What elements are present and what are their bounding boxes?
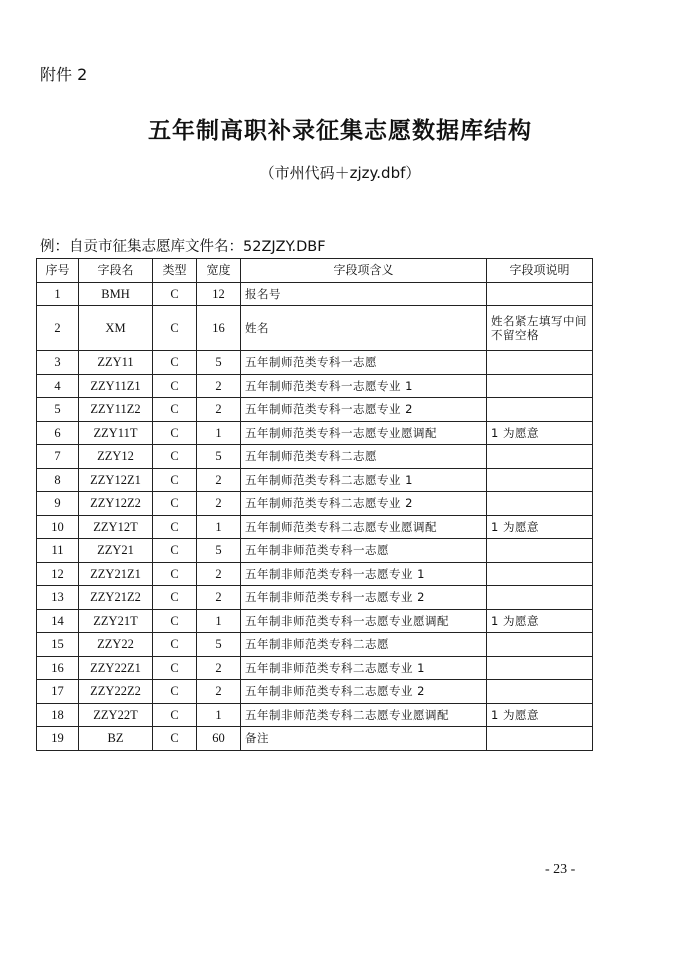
row-number-cell: 4	[37, 374, 79, 398]
meaning-cell: 五年制师范类专科二志愿专业愿调配	[241, 515, 487, 539]
row-number-cell: 16	[37, 656, 79, 680]
field-name-cell: ZZY11T	[79, 421, 153, 445]
meaning-cell: 五年制师范类专科二志愿专业 1	[241, 468, 487, 492]
width-cell: 2	[197, 398, 241, 422]
type-cell: C	[153, 374, 197, 398]
table-row	[37, 421, 593, 445]
meaning-cell: 五年制非师范类专科二志愿	[241, 633, 487, 657]
header-cell-width: 宽度	[197, 259, 241, 283]
row-number-cell: 5	[37, 398, 79, 422]
table-body	[37, 282, 593, 750]
field-name-cell: ZZY11Z2	[79, 398, 153, 422]
field-structure-table	[36, 258, 593, 751]
table-row	[37, 727, 593, 751]
description-cell: 1 为愿意	[487, 703, 593, 727]
meaning-cell: 五年制非师范类专科二志愿专业愿调配	[241, 703, 487, 727]
meaning-cell: 五年制非师范类专科二志愿专业 2	[241, 680, 487, 704]
document-subtitle: （市州代码＋zjzy.dbf）	[259, 164, 421, 182]
row-number-cell: 19	[37, 727, 79, 751]
description-cell	[487, 374, 593, 398]
field-name-cell: ZZY12Z1	[79, 468, 153, 492]
field-name-cell: ZZY11	[79, 351, 153, 375]
description-cell: 姓名紧左填写中间不留空格	[487, 306, 593, 351]
description-cell	[487, 586, 593, 610]
row-number-cell: 7	[37, 445, 79, 469]
header-cell-type: 类型	[153, 259, 197, 283]
meaning-cell: 五年制非师范类专科一志愿专业愿调配	[241, 609, 487, 633]
field-name-cell: BZ	[79, 727, 153, 751]
header-cell-description: 字段项说明	[487, 259, 593, 283]
row-number-cell: 2	[37, 306, 79, 351]
width-cell: 1	[197, 515, 241, 539]
table-row	[37, 656, 593, 680]
row-number-cell: 14	[37, 609, 79, 633]
meaning-cell: 五年制师范类专科一志愿	[241, 351, 487, 375]
width-cell: 2	[197, 374, 241, 398]
row-number-cell: 3	[37, 351, 79, 375]
width-cell: 2	[197, 468, 241, 492]
type-cell: C	[153, 539, 197, 563]
table-row	[37, 282, 593, 306]
table-row	[37, 468, 593, 492]
type-cell: C	[153, 421, 197, 445]
description-cell	[487, 282, 593, 306]
width-cell: 5	[197, 633, 241, 657]
meaning-cell: 五年制非师范类专科一志愿专业 1	[241, 562, 487, 586]
row-number-cell: 6	[37, 421, 79, 445]
field-name-cell: ZZY21Z1	[79, 562, 153, 586]
width-cell: 2	[197, 680, 241, 704]
field-name-cell: ZZY22Z2	[79, 680, 153, 704]
type-cell: C	[153, 609, 197, 633]
field-name-cell: ZZY12Z2	[79, 492, 153, 516]
description-cell	[487, 445, 593, 469]
field-name-cell: XM	[79, 306, 153, 351]
row-number-cell: 9	[37, 492, 79, 516]
type-cell: C	[153, 727, 197, 751]
row-number-cell: 8	[37, 468, 79, 492]
width-cell: 5	[197, 351, 241, 375]
width-cell: 2	[197, 656, 241, 680]
description-cell	[487, 656, 593, 680]
table-row	[37, 374, 593, 398]
field-name-cell: ZZY22	[79, 633, 153, 657]
type-cell: C	[153, 515, 197, 539]
table-row	[37, 306, 593, 351]
header-cell-meaning: 字段项含义	[241, 259, 487, 283]
attachment-label: 附件 2	[40, 65, 88, 84]
description-cell	[487, 680, 593, 704]
table-row	[37, 703, 593, 727]
field-name-cell: ZZY21	[79, 539, 153, 563]
meaning-cell: 五年制师范类专科二志愿专业 2	[241, 492, 487, 516]
row-number-cell: 15	[37, 633, 79, 657]
table-row	[37, 609, 593, 633]
description-cell: 1 为愿意	[487, 609, 593, 633]
field-name-cell: ZZY22Z1	[79, 656, 153, 680]
row-number-cell: 11	[37, 539, 79, 563]
table-header-row	[37, 259, 593, 283]
meaning-cell: 姓名	[241, 306, 487, 351]
description-cell: 1 为愿意	[487, 421, 593, 445]
meaning-cell: 五年制师范类专科一志愿专业 1	[241, 374, 487, 398]
type-cell: C	[153, 562, 197, 586]
field-name-cell: ZZY21Z2	[79, 586, 153, 610]
table-row	[37, 680, 593, 704]
document-title: 五年制高职补录征集志愿数据库结构	[148, 117, 532, 144]
field-name-cell: ZZY12	[79, 445, 153, 469]
table-row	[37, 351, 593, 375]
description-cell	[487, 539, 593, 563]
type-cell: C	[153, 351, 197, 375]
width-cell: 2	[197, 492, 241, 516]
field-name-cell: BMH	[79, 282, 153, 306]
table-row	[37, 586, 593, 610]
meaning-cell: 五年制非师范类专科二志愿专业 1	[241, 656, 487, 680]
table-row	[37, 492, 593, 516]
row-number-cell: 17	[37, 680, 79, 704]
table-row	[37, 445, 593, 469]
page-number: - 23 -	[545, 862, 576, 877]
meaning-cell: 备注	[241, 727, 487, 751]
table-row	[37, 398, 593, 422]
type-cell: C	[153, 282, 197, 306]
width-cell: 2	[197, 586, 241, 610]
table-row	[37, 633, 593, 657]
meaning-cell: 五年制非师范类专科一志愿	[241, 539, 487, 563]
meaning-cell: 五年制师范类专科一志愿专业 2	[241, 398, 487, 422]
width-cell: 1	[197, 609, 241, 633]
meaning-cell: 五年制师范类专科二志愿	[241, 445, 487, 469]
header-cell-field: 字段名	[79, 259, 153, 283]
width-cell: 16	[197, 306, 241, 351]
description-cell	[487, 492, 593, 516]
meaning-cell: 五年制师范类专科一志愿专业愿调配	[241, 421, 487, 445]
type-cell: C	[153, 586, 197, 610]
description-cell	[487, 468, 593, 492]
meaning-cell: 五年制非师范类专科一志愿专业 2	[241, 586, 487, 610]
description-cell: 1 为愿意	[487, 515, 593, 539]
table-row	[37, 539, 593, 563]
header-cell-no: 序号	[37, 259, 79, 283]
width-cell: 5	[197, 445, 241, 469]
type-cell: C	[153, 492, 197, 516]
type-cell: C	[153, 306, 197, 351]
row-number-cell: 12	[37, 562, 79, 586]
type-cell: C	[153, 468, 197, 492]
row-number-cell: 1	[37, 282, 79, 306]
field-name-cell: ZZY21T	[79, 609, 153, 633]
field-name-cell: ZZY12T	[79, 515, 153, 539]
width-cell: 60	[197, 727, 241, 751]
width-cell: 12	[197, 282, 241, 306]
width-cell: 1	[197, 421, 241, 445]
row-number-cell: 18	[37, 703, 79, 727]
field-name-cell: ZZY22T	[79, 703, 153, 727]
meaning-cell: 报名号	[241, 282, 487, 306]
width-cell: 5	[197, 539, 241, 563]
description-cell	[487, 727, 593, 751]
field-name-cell: ZZY11Z1	[79, 374, 153, 398]
type-cell: C	[153, 680, 197, 704]
type-cell: C	[153, 633, 197, 657]
row-number-cell: 10	[37, 515, 79, 539]
type-cell: C	[153, 703, 197, 727]
width-cell: 1	[197, 703, 241, 727]
type-cell: C	[153, 656, 197, 680]
description-cell	[487, 398, 593, 422]
row-number-cell: 13	[37, 586, 79, 610]
description-cell	[487, 351, 593, 375]
description-cell	[487, 633, 593, 657]
type-cell: C	[153, 445, 197, 469]
table-row	[37, 515, 593, 539]
description-cell	[487, 562, 593, 586]
example-filename-line: 例：自贡市征集志愿库文件名：52ZJZY.DBF	[40, 239, 326, 255]
table-row	[37, 562, 593, 586]
type-cell: C	[153, 398, 197, 422]
width-cell: 2	[197, 562, 241, 586]
